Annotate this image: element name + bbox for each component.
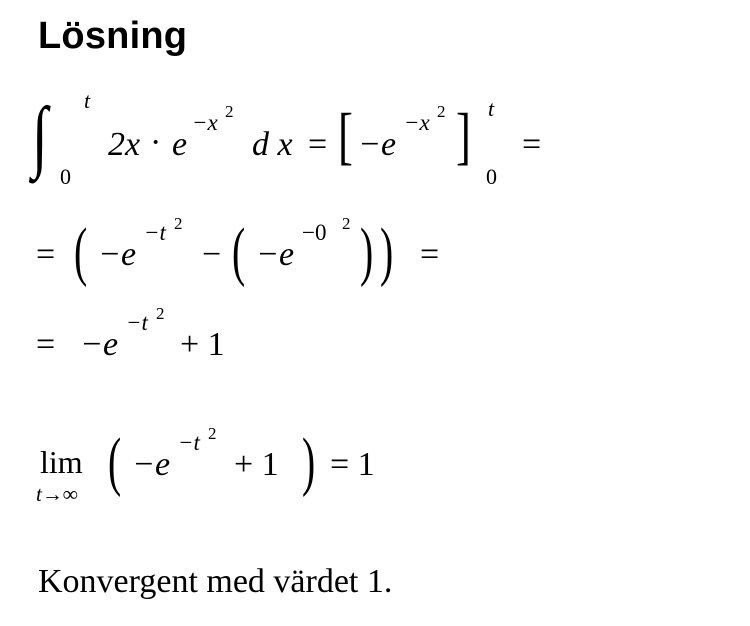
conclusion-text: Konvergent med värdet 1. [38, 563, 393, 600]
minus-sign: − [202, 236, 222, 273]
limit-result: = 1 [330, 446, 375, 483]
bracket-exponent: −x [404, 110, 430, 135]
integrand-coefficient: 2x [108, 126, 141, 163]
right-bracket: ] [456, 100, 471, 171]
integrand-exponent: −x [192, 110, 218, 135]
exponent-t: −t [178, 430, 200, 455]
exponent-t: −t [126, 310, 148, 335]
outer-close-paren: ) [380, 215, 394, 288]
math-line-substitution [34, 214, 494, 304]
inner-close-paren: ) [360, 215, 374, 288]
inner-open-paren: ( [232, 215, 246, 288]
integrand-exponent-power: 2 [225, 102, 234, 121]
neg-e: −e [132, 446, 171, 483]
integral-upper-limit: t [84, 88, 91, 113]
leading-equals: = [36, 326, 56, 363]
neg-e: −e [358, 126, 397, 163]
open-paren: ( [108, 425, 122, 498]
neg-e: −e [98, 236, 137, 273]
math-line-limit [34, 420, 434, 520]
integral-sign: ∫ [32, 92, 48, 180]
integral-lower-limit: 0 [60, 164, 71, 189]
trailing-equals: = [522, 126, 542, 163]
left-bracket: [ [338, 100, 353, 171]
plus-one: + 1 [234, 446, 279, 483]
lim-word: lim [40, 444, 83, 480]
equals-sign: = [308, 126, 328, 163]
evaluation-lower: 0 [486, 164, 497, 189]
outer-open-paren: ( [74, 215, 88, 288]
leading-equals: = [36, 236, 56, 273]
exponent-t-power: 2 [174, 214, 183, 233]
close-paren: ) [302, 425, 316, 498]
trailing-equals: = [420, 236, 440, 273]
e-base: e [172, 126, 188, 163]
heading: Lösning [38, 15, 188, 57]
math-line-integral [32, 88, 592, 198]
plus-one: + 1 [180, 326, 225, 363]
neg-e-inner: −e [256, 236, 295, 273]
evaluation-upper: t [488, 96, 495, 121]
math-line-simplified [34, 304, 294, 378]
exponent-t-power: 2 [208, 424, 217, 443]
bracket-exponent-power: 2 [437, 102, 446, 121]
multiply-dot: · [150, 124, 162, 161]
exponent-t: −t [144, 220, 166, 245]
neg-e: −e [80, 326, 119, 363]
dx: d x [252, 126, 293, 163]
lim-subscript: t→∞ [36, 482, 78, 506]
exponent-zero: −0 [302, 220, 327, 245]
exponent-t-power: 2 [156, 304, 165, 323]
exponent-zero-power: 2 [342, 214, 351, 233]
